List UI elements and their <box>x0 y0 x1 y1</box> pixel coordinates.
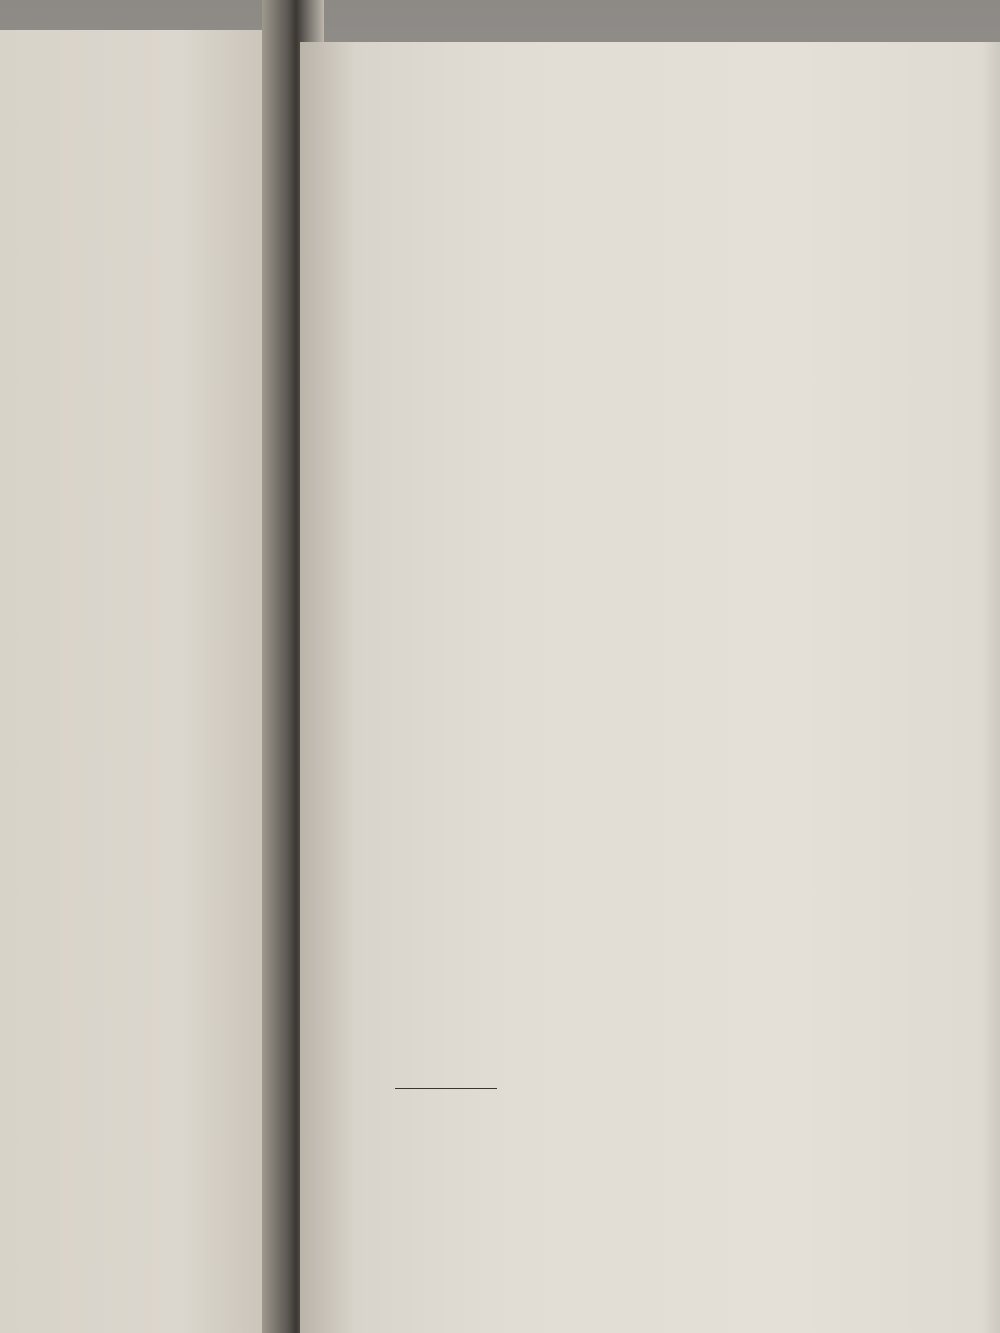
footnote-1 <box>384 1100 950 1127</box>
footnote-2 <box>384 1144 950 1171</box>
right-page <box>300 42 1000 1333</box>
left-page <box>0 30 300 1333</box>
footnote-divider <box>395 1088 497 1089</box>
